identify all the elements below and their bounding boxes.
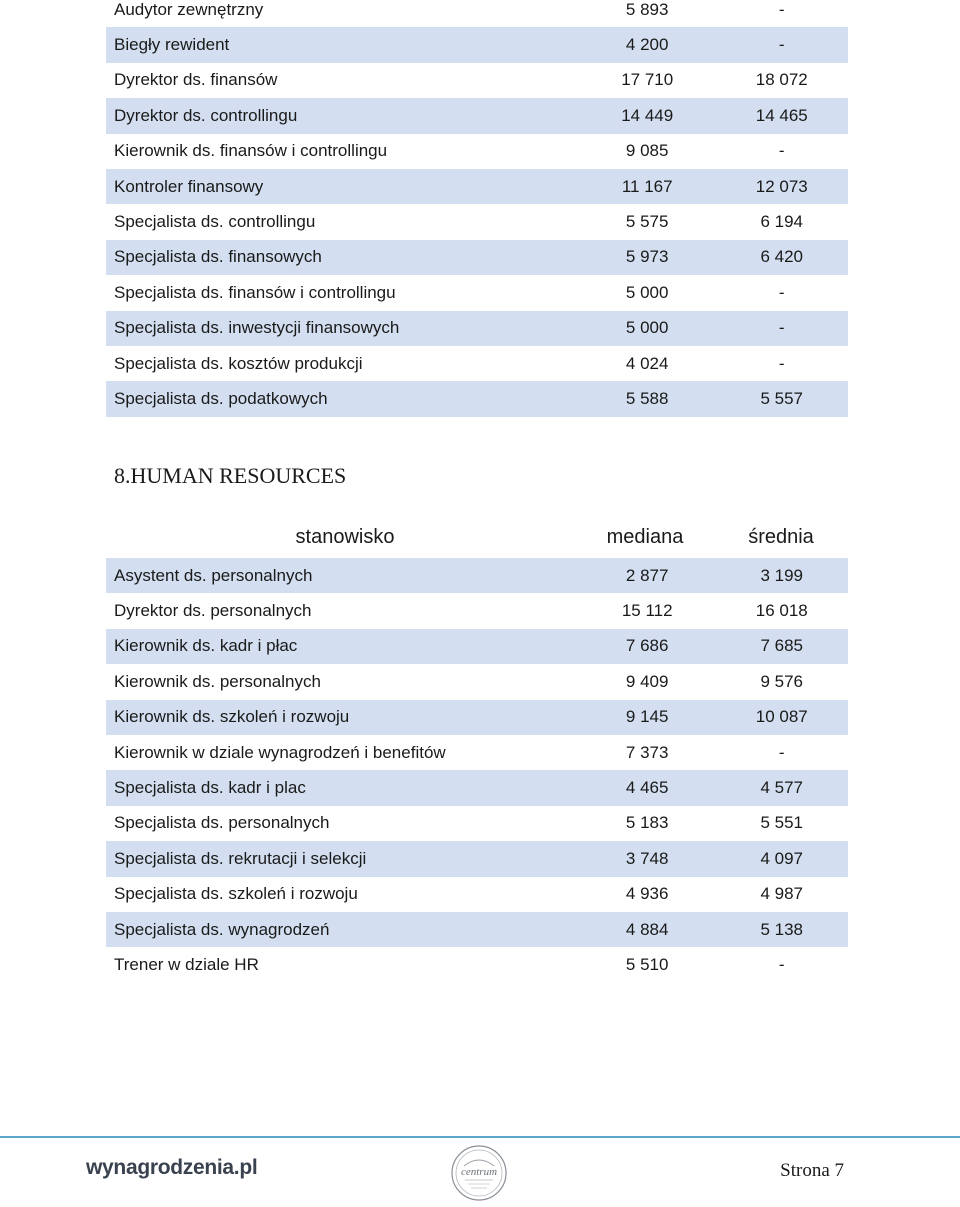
position-cell: Specjalista ds. rekrutacji i selekcji: [114, 848, 367, 868]
median-cell: 5 183: [625, 813, 669, 833]
mean-cell: 5 551: [760, 813, 803, 833]
mean-cell: -: [778, 282, 785, 302]
mean-cell: 5 557: [760, 388, 803, 408]
position-cell: Specjalista ds. kadr i plac: [114, 778, 306, 798]
mean-cell: 14 465: [755, 105, 808, 125]
position-cell: Specjalista ds. inwestycji finansowych: [114, 318, 400, 338]
table-row: [106, 27, 848, 62]
page-number: Strona 7: [780, 1160, 844, 1181]
median-cell: 4 465: [625, 778, 669, 798]
mean-cell: -: [778, 353, 785, 373]
median-cell: 5 510: [625, 954, 669, 974]
table-row: [106, 240, 848, 275]
table-row: [106, 664, 848, 699]
table-row: [106, 381, 848, 416]
table-row: [106, 629, 848, 664]
table-row: [106, 0, 848, 27]
seal-text: centrum: [460, 1166, 498, 1178]
median-cell: 5 973: [625, 247, 669, 267]
median-cell: 5 893: [625, 0, 669, 19]
position-cell: Audytor zewnętrzny: [114, 0, 264, 19]
position-cell: Trener w dziale HR: [114, 954, 259, 974]
footer-brand-logo: wynagrodzenia.pl: [86, 1156, 258, 1179]
median-cell: 5 000: [625, 282, 669, 302]
position-cell: Specjalista ds. kosztów produkcji: [114, 353, 363, 373]
median-cell: 9 145: [625, 707, 669, 727]
position-cell: Specjalista ds. personalnych: [114, 813, 330, 833]
header-mean: średnia: [748, 525, 814, 548]
mean-cell: 16 018: [755, 601, 808, 621]
position-cell: Dyrektor ds. personalnych: [114, 601, 312, 621]
header-median: mediana: [606, 525, 684, 548]
median-cell: 5 588: [625, 388, 669, 408]
median-cell: 9 085: [625, 141, 669, 161]
mean-cell: -: [778, 141, 785, 161]
mean-cell: 6 420: [760, 247, 803, 267]
mean-cell: -: [778, 954, 785, 974]
table-row: [106, 275, 848, 310]
hr-table-header: [106, 522, 848, 552]
table-row: [106, 841, 848, 876]
median-cell: 4 884: [625, 919, 669, 939]
position-cell: Biegły rewident: [114, 35, 230, 55]
median-cell: 5 575: [625, 212, 669, 232]
table-row: [106, 735, 848, 770]
table-row: [106, 700, 848, 735]
position-cell: Specjalista ds. wynagrodzeń: [114, 919, 330, 939]
median-cell: 2 877: [625, 565, 669, 585]
mean-cell: -: [778, 0, 785, 19]
table-row: [106, 770, 848, 805]
median-cell: 9 409: [625, 671, 669, 691]
position-cell: Kierownik ds. personalnych: [114, 671, 321, 691]
table-row: [106, 169, 848, 204]
table-row: [106, 134, 848, 169]
mean-cell: 7 685: [760, 636, 803, 656]
header-position: stanowisko: [295, 525, 395, 548]
table-row: [106, 204, 848, 239]
position-cell: Specjalista ds. szkoleń i rozwoju: [114, 884, 358, 904]
finance-salary-table: [106, 0, 848, 417]
median-cell: 14 449: [621, 105, 674, 125]
mean-cell: 4 987: [760, 884, 803, 904]
table-row: [106, 311, 848, 346]
position-cell: Asystent ds. personalnych: [114, 565, 313, 585]
position-cell: Specjalista ds. podatkowych: [114, 388, 328, 408]
position-cell: Kontroler finansowy: [114, 176, 264, 196]
median-cell: 7 686: [625, 636, 669, 656]
table-row: [106, 947, 848, 982]
mean-cell: 4 097: [760, 848, 803, 868]
table-row: [106, 63, 848, 98]
table-row: [106, 912, 848, 947]
position-cell: Specjalista ds. finansów i controllingu: [114, 282, 396, 302]
median-cell: 3 748: [625, 848, 669, 868]
table-row: [106, 806, 848, 841]
table-row: [106, 593, 848, 628]
mean-cell: 4 577: [760, 778, 803, 798]
median-cell: 4 936: [625, 884, 669, 904]
table-row: [106, 98, 848, 133]
position-cell: Kierownik w dziale wynagrodzeń i benefitów: [114, 742, 446, 762]
table-row: [106, 346, 848, 381]
position-cell: Kierownik ds. szkoleń i rozwoju: [114, 707, 350, 727]
mean-cell: -: [778, 35, 785, 55]
table-row: [106, 558, 848, 593]
mean-cell: 18 072: [755, 70, 808, 90]
mean-cell: -: [778, 742, 785, 762]
table-row: [106, 877, 848, 912]
mean-cell: 10 087: [755, 707, 808, 727]
mean-cell: 9 576: [760, 671, 803, 691]
mean-cell: 6 194: [760, 212, 803, 232]
position-cell: Kierownik ds. kadr i płac: [114, 636, 298, 656]
footer-divider: [0, 1136, 960, 1138]
mean-cell: 3 199: [760, 565, 803, 585]
mean-cell: 12 073: [755, 176, 808, 196]
position-cell: Specjalista ds. finansowych: [114, 247, 322, 267]
hr-salary-table: [106, 558, 848, 983]
centrum-seal-icon: [450, 1144, 508, 1202]
mean-cell: -: [778, 318, 785, 338]
median-cell: 17 710: [621, 70, 674, 90]
position-cell: Dyrektor ds. controllingu: [114, 105, 298, 125]
median-cell: 4 024: [625, 353, 669, 373]
median-cell: 11 167: [621, 176, 673, 196]
median-cell: 5 000: [625, 318, 669, 338]
median-cell: 7 373: [625, 742, 669, 762]
section-title: 8.HUMAN RESOURCES: [114, 463, 347, 488]
position-cell: Dyrektor ds. finansów: [114, 70, 278, 90]
mean-cell: 5 138: [760, 919, 803, 939]
median-cell: 15 112: [621, 601, 673, 621]
position-cell: Kierownik ds. finansów i controllingu: [114, 141, 388, 161]
median-cell: 4 200: [625, 35, 669, 55]
position-cell: Specjalista ds. controllingu: [114, 212, 316, 232]
